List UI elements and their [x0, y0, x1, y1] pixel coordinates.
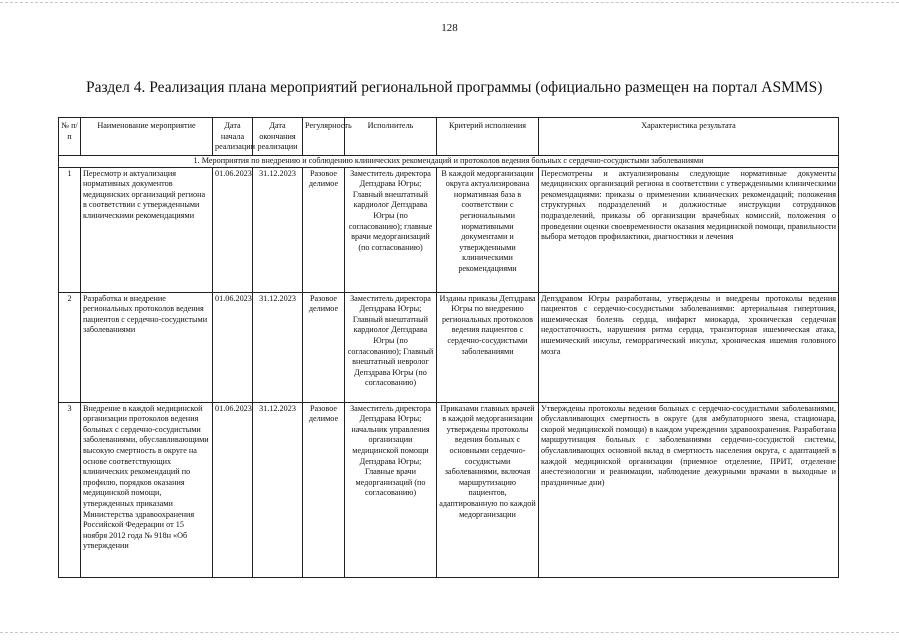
table-row — [59, 402, 839, 577]
row-end-date: 31.12.2023 — [253, 167, 303, 292]
subsection-row — [59, 156, 839, 168]
table-row — [59, 167, 839, 292]
row-executor: Заместитель директора Депздрава Югры; начальник управления организации медицинской помощи Депздрава Югры; Главные врачи медорганизаций (по согласованию) — [345, 402, 437, 577]
row-executor: Заместитель директора Депздрава Югры; Главный внештатный кардиолог Депздрава Югры (по согласованию); Главный внештатный невролог Депздрава Югры (по согласованию) — [345, 292, 437, 402]
table-row — [59, 292, 839, 402]
row-regularity: Разовое делимое — [303, 167, 345, 292]
page-number: 128 — [441, 22, 458, 34]
row-regularity: Разовое делимое — [303, 402, 345, 577]
row-result: Утверждены протоколы ведения больных с сердечно-сосудистыми заболеваниями, обуславливающих смертность в округе (для амбулаторного звена, стационара, скорой медицинской помощи) в каждом учреждении здравоохранения. Разработана маршрутизация больных с заболеваниями сердечно-сосудистой системы, обуславливающих основной вклад в смертность населения округа, с адаптацией в каждой медицинской организации (приемное отделение, ПРИТ, отделение анестезиологии и реанимации, наблюдение дежурными врачами в выходные и праздничные дни) — [539, 402, 839, 577]
header-regularity: Регулярность — [303, 118, 345, 156]
table-header-row — [59, 118, 839, 156]
row-num: 1 — [59, 167, 81, 292]
subsection-title: 1. Мероприятия по внедрению и соблюдению клинических рекомендаций и протоколов ведения больных с сердечно-сосудистыми заболеваниями — [59, 156, 839, 168]
row-result: Депздравом Югры разработаны, утверждены и внедрены протоколы ведения пациентов с сердечно-сосудистыми заболеваниями: артериальная гипертония, ишемическая болезнь сердца, инфаркт миокарда, хроническая сердечная недостаточность, нарушения ритма сердца, транзиторная ишемическая атака, ишемический инсульт, геморрагический инсульт, хроническая ишемия головного мозга — [539, 292, 839, 402]
section-title: Раздел 4. Реализация плана мероприятий региональной программы (официально размещен на портал ASMMS) — [86, 79, 823, 96]
scan-artifact-bottom — [0, 632, 899, 634]
row-end-date: 31.12.2023 — [253, 292, 303, 402]
row-name: Пересмотр и актуализация нормативных документов медицинских организаций региона в соответствии с утвержденными клиническими рекомендациями — [81, 167, 213, 292]
row-start-date: 01.06.2023 — [213, 292, 253, 402]
row-criterion: Приказами главных врачей в каждой медорганизации утверждены протоколы ведения больных с основными сердечно-сосудистыми заболеваниями, включая маршрутизацию пациентов, адаптированную по каждой медорганизации — [437, 402, 539, 577]
header-start-date: Дата начала реализации — [213, 118, 253, 156]
row-result: Пересмотрены и актуализированы следующие нормативные документы медицинских организаций региона в соответствии с утвержденными клиническими рекомендациями: приказы о применении клинических рекомендаций; положения структурных подразделений и должностные инструкции сотрудников подразделений, приказы об организации врачебных комиссий, положения о проведении оценки своевременности оказания медицинской помощи, правильности выбора методов профилактики, диагностики и лечения — [539, 167, 839, 292]
row-name: Внедрение в каждой медицинской организации протоколов ведения больных с сердечно-сосудистыми заболеваниями, обуславливающими высокую смертность в округе на основе соответствующих клинических рекомендаций по профилю, порядков оказания медицинской помощи, утвержденных приказами Министерства здравоохранения Российской Федерации от 15 ноября 2012 года № 918н «Об утверждении — [81, 402, 213, 577]
header-num: № п/п — [59, 118, 81, 156]
row-executor: Заместитель директора Депздрава Югры; Главный внештатный кардиолог Депздрава Югры (по согласованию); главные врачи медорганизаций (по согласованию) — [345, 167, 437, 292]
row-criterion: В каждой медорганизации округа актуализирована нормативная база в соответствии с региональными нормативными документами и утвержденными клиническими рекомендациями — [437, 167, 539, 292]
row-name: Разработка и внедрение региональных протоколов ведения пациентов с сердечно-сосудистыми заболеваниями — [81, 292, 213, 402]
row-criterion: Изданы приказы Депздрава Югры по внедрению региональных протоколов ведения пациентов с сердечно-сосудистыми заболеваниями — [437, 292, 539, 402]
row-start-date: 01.06.2023 — [213, 402, 253, 577]
row-num: 3 — [59, 402, 81, 577]
header-name: Наименование мероприятие — [81, 118, 213, 156]
row-num: 2 — [59, 292, 81, 402]
row-start-date: 01.06.2023 — [213, 167, 253, 292]
header-result: Характеристика результата — [539, 118, 839, 156]
action-plan-table — [58, 117, 839, 578]
header-end-date: Дата окончания реализации — [253, 118, 303, 156]
header-executor: Исполнитель — [345, 118, 437, 156]
scan-artifact-top — [0, 2, 899, 4]
row-regularity: Разовое делимое — [303, 292, 345, 402]
header-criterion: Критерий исполнения — [437, 118, 539, 156]
row-end-date: 31.12.2023 — [253, 402, 303, 577]
